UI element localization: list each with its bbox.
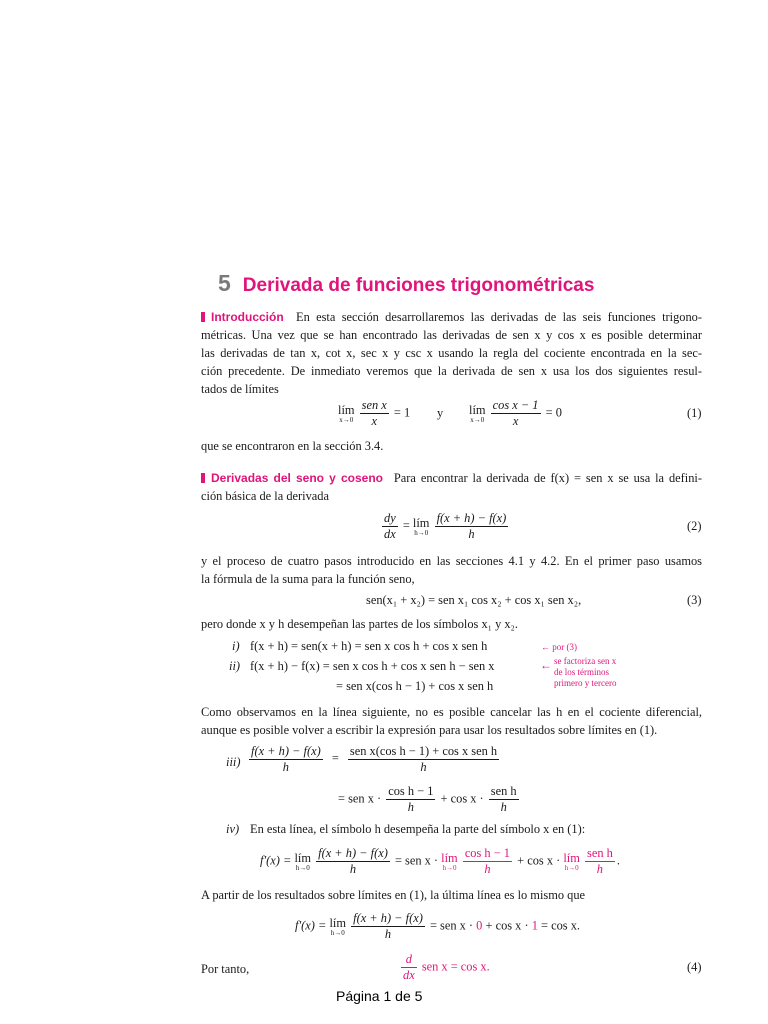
fraction-cos-h-minus-one-highlight: $\frac{\text{cos h − 1}}{h}$ [464,846,511,876]
difference-quotient: $\frac{f(x + h) - f(x)}{h}$ [318,846,388,876]
step-iii-line-2: = sen x · $\frac{\text{cos h − 1}}{h}$ + cos x · $\frac{\text{sen h}}{h}$ [338,784,517,814]
intro-line-5: tados de límites [201,382,279,396]
intro-line-1: En esta sección desarrollaremos las derivadas de las seis funciones trigono- [296,310,702,324]
intro-heading: Introducción [211,310,284,324]
paragraph-5: A partir de los resultados sobre límites en (1), la última línea es lo mismo que [201,888,586,902]
step-i-note: ← por (3) [541,642,577,652]
limit-operator-highlight: lím h→0 [441,850,458,872]
derivative-operator: $\frac{d}{dx}$ [403,952,415,982]
equation-2: $\frac{dy}{dx}$ = lím h→0 $\frac{f(x + h) - f(x)}{h}$ [384,511,507,541]
conclusion-label: Por tanto, [201,962,250,976]
fraction-sen-h-highlight: $\frac{\text{sen h}}{h}$ [587,846,613,876]
paragraph-4-line-1: Como observamos en la línea siguiente, no es posible cancelar las h en el cociente diferencial, [201,705,702,719]
fraction-cos-minus-one-over-x: $\frac{\text{cos x − 1}}{x}$ [492,398,539,428]
difference-quotient: $\frac{f(x + h) - f(x)}{h}$ [251,744,321,774]
after-eq1-text: que se encontraron en la sección 3.4. [201,439,384,453]
derivatives-line-2: ción básica de la derivada [201,489,329,503]
step-iii-label: iii) [226,755,241,769]
rhs-zero: = 0 [545,405,562,420]
limit-operator: lím x→0 [469,402,486,424]
derivatives-line-1: Para encontrar la derivada de f(x) = sen x se usa la defini- [393,471,702,485]
chapter-number: 5 [218,270,231,296]
chapter-title: Derivada de funciones trigonométricas [242,275,595,296]
intro-paragraph [201,308,702,398]
fraction-sen-x-over-x: $\frac{\text{sen x}}{x}$ [361,398,387,428]
limit-operator-highlight: lím h→0 [563,850,580,872]
derivatives-heading: Derivadas del seno y coseno [211,471,383,485]
paragraph-2 [201,552,702,588]
difference-quotient: $\frac{f(x + h) - f(x)}{h}$ [353,911,423,941]
limit-operator: lím h→0 [294,850,312,872]
derivatives-paragraph [201,469,702,505]
intro-line-2: métricas. Una vez que se han encontrado las derivadas de sen x y cos x es posible determinar [201,328,702,342]
step-ii-label: ii) [229,659,241,673]
rhs-one: = 1 [393,405,411,420]
step-i-label: i) [232,639,240,653]
chapter-heading [218,270,594,297]
equation-1b [469,398,562,429]
equation-1 [338,398,410,429]
limit-value-zero: 0 [476,918,483,933]
equation-number-1: (1) [687,406,702,420]
step-ii-equation: f(x + h) − f(x) = sen x cos h + cos x sen h − sen x [250,659,495,673]
section-marker-icon [201,312,205,322]
step-iv-text: En esta línea, el símbolo h desempeña la parte del símbolo x en (1): [250,822,586,836]
step-ii-note: se factoriza sen x de los términos primero y tercero [554,656,617,688]
equation-3: sen(x₁ + x₂) = sen x₁ cos x₂ + cos x₁ sen x₂, [366,593,582,607]
difference-quotient: $\frac{f(x + h) - f(x)}{h}$ [436,511,507,541]
equation-1-conjunction: y [437,406,444,420]
paragraph-3: pero donde x y h desempeñan las partes de los símbolos x₁ y x₂. [201,617,518,631]
limit-operator: lím x→0 [338,402,355,424]
step-i-equation: f(x + h) = sen(x + h) = sen x cos h + cos x sen h [250,639,488,653]
conclusion-equation: $\frac{d}{dx}$ sen x = cos x. [403,952,490,982]
equation-number-2: (2) [687,519,702,533]
expanded-quotient: $\frac{\text{sen x(cos h − 1) + cos x sen h}}{h}$ [349,744,498,774]
step-iii-equation: $\frac{f(x + h) - f(x)}{h}$ = $\frac{\text{sen x(cos h − 1) + cos x sen h}}{h}$ [251,744,498,774]
limit-operator: lím h→0 [412,515,430,537]
limit-value-one: 1 [531,918,538,933]
paragraph-4-line-2: aunque es posible volver a escribir la expresión para usar los resultados sobre límites en (1). [201,723,658,737]
limit-operator: lím h→0 [329,915,347,937]
page-footer: Página 1 de 5 [336,988,423,1004]
equation-number-3: (3) [687,593,702,607]
paragraph-4 [201,703,702,739]
fraction-cos-h-minus-one: $\frac{\text{cos h − 1}}{h}$ [388,784,434,814]
paragraph-2-line-1: y el proceso de cuatro pasos introducido en las secciones 4.1 y 4.2. En el primer paso usamos [201,554,702,568]
intro-line-3: las derivadas de tan x, cot x, sec x y csc x usando la regla del cociente encontrada en la sec- [201,346,702,360]
fraction-sen-h: $\frac{\text{sen h}}{h}$ [490,784,517,814]
equation-derivative-limits: f′(x) = lím h→0 $\frac{f(x + h) - f(x)}{h}$ = sen x · lím h→0 $\frac{\text{cos h − 1}}{h}$ + cos x · lím h→0 $\frac{\text{sen h}}{h}$ . [260,846,620,876]
section-marker-icon [201,473,205,483]
equation-derivative-result: f′(x) = lím h→0 $\frac{f(x + h) - f(x)}{h}$ = sen x · 0 + cos x · 1 = cos x. [295,911,581,941]
equation-number-4: (4) [687,960,702,974]
intro-line-4: ción precedente. De inmediato veremos que la derivada de sen x usa los dos siguientes resul- [201,364,702,378]
step-ii-arrow-icon: ← [540,658,552,672]
step-ii-continuation: = sen x(cos h − 1) + cos x sen h [336,679,494,693]
paragraph-2-line-2: la fórmula de la suma para la función seno, [201,572,415,586]
step-iv-label: iv) [226,822,240,836]
fraction-dy-dx: $\frac{dy}{dx}$ [384,511,396,541]
